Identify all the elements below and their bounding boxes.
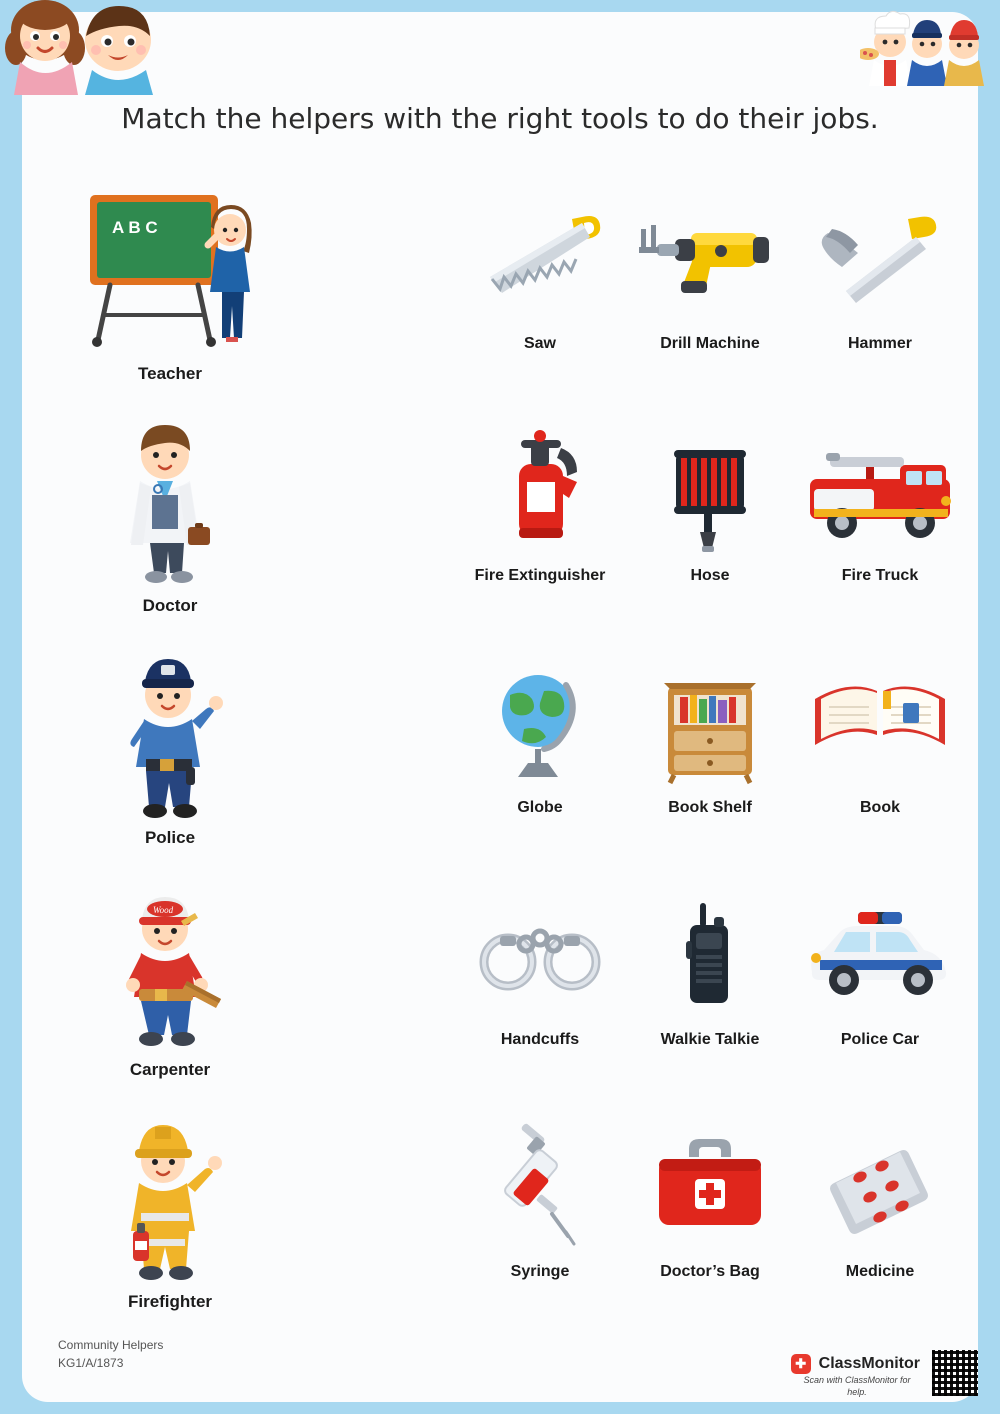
helpers-decoration-right — [860, 8, 990, 88]
tool-item[interactable] — [460, 417, 620, 587]
helper-item[interactable] — [55, 185, 285, 417]
globe-icon — [460, 649, 620, 797]
tool-item[interactable] — [800, 881, 960, 1051]
fire-truck-icon — [800, 417, 960, 565]
helper-label: Firefighter — [127, 1292, 213, 1311]
tool-item[interactable] — [460, 185, 620, 355]
page-title: Match the helpers with the right tools to do their jobs. — [121, 102, 879, 135]
helper-item[interactable] — [55, 417, 285, 649]
tool-item[interactable] — [630, 185, 790, 355]
tool-label: Book — [860, 799, 900, 816]
tool-label: Medicine — [845, 1263, 915, 1280]
tool-label: Hammer — [847, 335, 913, 352]
walkie-talkie-icon — [630, 881, 790, 1029]
tool-item[interactable] — [800, 185, 960, 355]
saw-icon — [460, 185, 620, 333]
footer-code: KG1/A/1873 — [58, 1356, 124, 1370]
svg-text:Wood: Wood — [153, 905, 174, 915]
tool-label: Globe — [517, 799, 563, 816]
tool-label: Drill Machine — [660, 335, 760, 352]
tool-label: Hose — [690, 567, 730, 584]
helper-label: Carpenter — [129, 1060, 211, 1079]
handcuffs-icon — [460, 881, 620, 1029]
book-shelf-icon — [630, 649, 790, 797]
helper-item[interactable] — [55, 1113, 285, 1345]
tools-column — [460, 185, 960, 1345]
doctor-icon — [55, 417, 285, 592]
doctors-bag-icon — [630, 1113, 790, 1261]
qr-code-icon[interactable] — [932, 1350, 978, 1396]
tool-label: Fire Truck — [841, 567, 919, 584]
police-officer-icon — [55, 649, 285, 824]
medicine-blister-icon — [800, 1113, 960, 1261]
helper-label: Police — [144, 828, 196, 847]
carpenter-icon — [55, 881, 285, 1056]
tool-row — [460, 649, 960, 881]
firefighter-icon — [55, 1113, 285, 1288]
tool-label: Handcuffs — [500, 1031, 580, 1048]
fire-extinguisher-icon — [460, 417, 620, 565]
teacher-blackboard-icon — [55, 185, 285, 360]
hammer-icon — [800, 185, 960, 333]
kids-decoration-left — [0, 0, 180, 95]
brand-name: ClassMonitor — [818, 1355, 920, 1372]
tool-label: Fire Extinguisher — [474, 567, 606, 584]
tool-item[interactable] — [460, 881, 620, 1051]
fire-hose-icon — [630, 417, 790, 565]
brand-tagline: Scan with ClassMonitor for help. — [803, 1374, 911, 1397]
tool-item[interactable] — [630, 649, 790, 819]
tool-row — [460, 1113, 960, 1345]
tool-label: Walkie Talkie — [660, 1031, 760, 1048]
tool-item[interactable] — [800, 649, 960, 819]
police-car-icon — [800, 881, 960, 1029]
worksheet-footer — [58, 1336, 163, 1372]
tool-row — [460, 185, 960, 417]
tool-item[interactable] — [460, 649, 620, 819]
helper-item[interactable] — [55, 881, 285, 1113]
helper-label: Doctor — [142, 596, 198, 615]
tool-item[interactable] — [630, 1113, 790, 1283]
classmonitor-mark-icon: ✚ — [791, 1354, 811, 1374]
tool-item[interactable] — [800, 417, 960, 587]
drill-machine-icon — [630, 185, 790, 333]
open-book-icon — [800, 649, 960, 797]
tool-item[interactable] — [460, 1113, 620, 1283]
brand-logo — [791, 1354, 920, 1374]
footer-topic: Community Helpers — [58, 1338, 164, 1352]
tool-item[interactable] — [630, 881, 790, 1051]
helper-item[interactable] — [55, 649, 285, 881]
tool-label: Doctor’s Bag — [660, 1263, 760, 1280]
tool-row — [460, 417, 960, 649]
tool-item[interactable] — [800, 1113, 960, 1283]
tool-label: Police Car — [840, 1031, 920, 1048]
svg-text:A B C: A B C — [112, 218, 158, 237]
tool-label: Book Shelf — [668, 799, 752, 816]
helpers-column — [55, 185, 285, 1345]
helper-label: Teacher — [138, 364, 202, 383]
tool-item[interactable] — [630, 417, 790, 587]
tool-label: Saw — [523, 335, 556, 352]
tool-row — [460, 881, 960, 1113]
syringe-icon — [460, 1113, 620, 1261]
tool-label: Syringe — [510, 1263, 570, 1280]
